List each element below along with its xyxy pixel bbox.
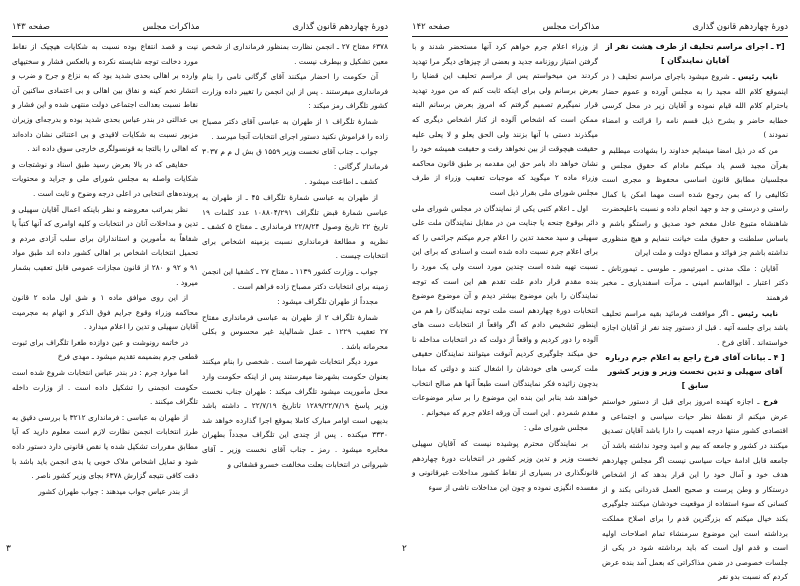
- header-page-number: صفحه ۱۴۲: [412, 22, 450, 32]
- paragraph: از وزراء اعلام جرم خواهم کرد آنها مستحضر شدند و با گرفتن امتیاز روزنامه جدید و بعضی از چیزهای دیگر مرا تهدید کردند من میخواستم پس از مراسم تحلیف این قضایا را بعرض برسانم ولی برای اینکه ثابت کنم که من مورد تهدید قرار نمیگیرم تصمیم گرفتم که امروز بعرض برسانم البته ممکن است که اشخاص آلوده از کنار اشخاص دیگری که میگذرند دستی با آنها بزنند ولی الحق یعلو و لا یعلی علیه حقیقت هیچوقت از بین نخواهد رفت و حقیقت همیشه خود را نشان خواهد داد بامر حق این مقدمه بر طبق قانون محاکمه وزراء ماده ۲ میگوید که موجبات تعقیب وزراء از طرف مجلس شورای ملی بقرار ذیل است: [412, 42, 598, 197]
- column-2: [12, 40, 198, 500]
- header-series: دورهٔ چهاردهم قانون گذاری: [692, 22, 788, 32]
- column-2: [412, 40, 598, 496]
- footer-page-number: ۳: [6, 544, 11, 554]
- paragraph: از طهران به عباسی شمارهٔ تلگراف ۴۵ ـ از طهران به عباسی شمارهٔ قبض تلگراف ۱۰۸۸۰۴/۲۹۱ عدد کلمات ۱۹ تاریخ ۲۲ تاریخ وصول ۲۲/۸/۲۴ فرمانداری ـ مفتاح ۵ کشف ـ نظریه و مطالعهٔ فرمانداری نسبت بزمینه اشخاص برای انتخابات چیست .: [202, 192, 388, 261]
- speaker-name: نایب رئیس: [738, 72, 779, 81]
- paragraph: ۶۳۷۸ مفتاح ۲۷ ـ انجمن نظارت بمنظور فرمانداری از شخص معین تشکیل و بیطرف نیست .: [202, 42, 388, 66]
- paragraph: [602, 307, 788, 351]
- column-1: [602, 40, 788, 586]
- paragraph: آقایان : ملک مدنی ـ امیرتیمور ـ طوسی ـ تیمورتاش ـ دکتر اعتبار ـ ابوالقاسم امینی ـ مرآت اسفندیاری ـ مخبر فرهمند: [602, 263, 788, 302]
- paragraph: از بندر عباس جواب میدهند : جواب طهران کشور: [38, 486, 188, 496]
- page-142: [400, 0, 800, 582]
- page-header: [12, 18, 388, 32]
- paragraph: اما موارد جرم : در بندر عباس انتخابات شروع شده است حکومت انجمنی را تشکیل داده است . از وزارت داخله تلگراف میکنند .: [12, 368, 198, 407]
- paragraph: نیت و قصد انتفاع بوده نسبت به شکایات هیچیک از نقاط مورد دخالت توجه شایسته نکرده و بالعکس فشار و سختیهای وارده بر اهالی بحدی شدید بود که به نزاع و جرح و ضرب و انتشار تخم کینه و نفاق بین اهالی و بی اعتمادی ساکنین آن نقاط نسبت بعدالت اجتماعی دولت منتهی شده و این فشار و بی عدالتی در بندر عباس بحدی شدید بوده و بدرجه‌ای وزیران مزبور نسبت به شکایات لاقیدی و بی اعتنائی نشان داده‌اند که اهالی را بالتجا به قونسولگری خارجی سوق داده اند .: [12, 42, 198, 154]
- paragraph: کشف ـ اطاعت میشود .: [304, 177, 378, 187]
- paragraph: جواب ـ وزارت کشور ۱۱۳۹ ـ مفتاح ۲۷ ـ کشفیا این انجمن زمینه برای انتخابات دکتر مصباح زاده فراهم است .: [202, 266, 388, 291]
- footer-page-number: ۲: [402, 544, 407, 554]
- paragraph: مورد دیگر انتخابات شهرضا است . شخصی را بنام میکنند بعنوان حکومت بشهرضا میفرستند پس از اینکه حکومت وارد محل مأموریت میشود تلگراف میکند : طهران جناب نخست وزیر پاسخ ۱۲۸۹/۲۲/۷/۱۹ تاتاریخ ۲۲/۷/۱۹ ـ داشته باشد بدیهی است اوامر مبارک کاملا بموقع اجرا گذارده خواهد شد ۳۳۳۰ میکنده . پس از چندی این تلگراف مجدداً بطهران مخابره میشود . رمز ـ جناب آقای نخست وزیر ـ آقای شیروانی در انتخابات بعلت مخالفت خسرو قشقائی و: [202, 357, 389, 469]
- paragraph: [602, 70, 788, 143]
- paragraph: حقایقی که در بالا بعرض رسید طبق اسناد و نوشتجات و شکایات واصله به مجلس شورای ملی و جراید و محتویات پرونده‌های انتخابی در اعلی درجه وضوح و ثابت است .: [12, 159, 198, 198]
- speaker-name: نایب رئیس: [737, 308, 779, 318]
- speech-text: ـ اجازه کهنده امروز برای قبل از دستور خواستم عرض میکنم از نقطهٔ نظر حیات سیاسی و اجتماعی و اقتصادی کشور منتها درجه اهمیت را دارا باشد آقایان تصدیق میکنند در کشور و جامعه که بیم و امید وجود نداشته باشد آن جامعه قابل ادامهٔ حیات سیاسی نیست اگر مجلس چهاردهم هدف خود و آمال خود را این قرار بدهد که از اشخاص درستکار و وطن پرست و صحیح العمل قدردانی بکند و از کسانی که سوء استفاده از موقعیت خودشان میکنند جلوگیری بکند خیال میکنم که بزرگترین قدم را برای اصلاح مملکت برداشته است این موضوع سرمنشاء تمام اصلاحات اولیه است و قدم اول است که باید برداشته شود در یکی از جلسات خصوصی در ضمن مذاکراتی که بعمل آمد بنده عرض کردم که نسبت بدو نفر: [602, 397, 788, 582]
- speaker-name: فرخ: [763, 397, 778, 407]
- paragraph: از طهران به عباسی : فرمانداری ۳۲۱۲ با بررسی دقیق به طرز انتخابات انجمن نظارت لازم است معلوم دارید که آیا مطابق مقررات تشکیل شده یا نقص قانونی دارد دستور داده شود و تمایل اشخاص ملاک خوبی یا بدی انجمن باید باشد با دقت کافی نتیجه گزارش ۶۳۷۸ بجای وزیر کشور ناصر .: [12, 412, 198, 481]
- speech-text: ـ شروع میشود باجرای مراسم تحلیف ( در اینموقع کلام الله مجید را به مجلس آورده و عموم حضار باحترام کلام الله قیام نموده و آقایان زیر در محل کرسی خطابه حاضر و بشرح ذیل قسم نامه را قرائت و امضاء نمودند ): [602, 72, 788, 140]
- paragraph: جواب ـ جناب آقای نخست وزیر ۱۵۵۹ ق بش ل م م ۳۰۳۷ فرماندار گرگانی :: [202, 147, 388, 171]
- header-rule: [412, 36, 788, 37]
- paragraph: مجدداً از طهران تلگراف میشود :: [277, 297, 378, 307]
- paragraph: نظر بمراتب معروضه و نظر باینکه اعمال آقایان سهیلی و تدین و مداخلات آنان در انتخابات و کلیه اوامری که آنها کتباً یا شفاهاً به مأمورین و استانداران برای سلب آزادی مردم و تحمیل انتخابات اشخاص بر اهالی کشور داده اند طبق مواد ۹۱ و ۹۲ و ۲۸۰ از قانون مجازات عمومی قابل تعقیب بشمار میرود .: [12, 204, 198, 287]
- speech-text: ـ اگر موافقت فرمائید بقیه مراسم تحلیف باشد برای جلسه آتیه . قبل از دستور چند نفر از آقایان اجازه خواسته‌اند . آقای فرخ .: [602, 308, 788, 347]
- paragraph: اول ـ اعلام کتبی یکی از نمایندگان در مجلس شورای ملی دائر بوقوع جنحه یا جنایت من در مقابل نمایندگان ملت علی سهیلی و سید محمد تدین را اعلام جرم میکنم جرائمی را که برای اعلام جرم نسبت داده شده است و اسنادی که برای این نسبت تهیه شده است چندین مورد است ولی یک مورد را بنده مقدم قرار دادم علت تقدم هم این است که توجه نمایندگان را باین موضوع بیشتر دیدم و آن موضوع موضوع انتخابات دورهٔ چهاردهم است ملت توجه نمایندگان را هم من اینطور تشخیص دادم که اگر واقعاً از انتخابات دست های آلوده را دور کردیم و واقعاً از دولت که در انتخابات مداخله نا حق میکند جلوگیری کردیم آنوقت میتوانند نمایندگان حقیقی ملت کرسی های خودشان را اشغال کنند و دولتی که مبادا بدچون زائیده فکر نمایندگان است طبعاً آنها هم صالح انتخاب خواهند شد بنابر این بنده این موضوع را بر سایر موضوعات مقدم شمردم . این است آن ورقه اعلام جرم که میخوانم .: [412, 203, 598, 417]
- paragraph: [602, 395, 788, 585]
- header-page-number: صفحه ۱۴۳: [12, 22, 50, 32]
- paragraph: شمارهٔ تلگراف ۱ از طهران به عباسی آقای دکتر مصباح زاده را فراموش نکنید دستور اجرای انتخابات آنجا میرسد .: [202, 116, 388, 141]
- section-heading: [ ۴ ـ بیانات آقای فرخ راجع به اعلام جرم درباره آقای سهیلی و تدین نخست وزیر و وزیر کشور سابق ]: [605, 353, 785, 391]
- paragraph: آن حکومت را احضار میکنند آقای گرگانی نامی را بنام فرمانداری میفرستند . پس از این انجمن را تغییر داده وزارت کشور تلگراف رمز میکند :: [202, 72, 388, 111]
- page-header: [412, 18, 788, 32]
- column-1: [202, 40, 388, 473]
- paragraph: از این روی موافق ماده ۱ و شق اول ماده ۲ قانون محاکمه وزراء وقوع جرایم فوق الذکر و اتهام به مجرمیت آقایان سهیلی و تدین را اعلام میدارد .: [12, 293, 198, 332]
- header-rule: [12, 36, 388, 37]
- paragraph: بر نمایندگان محترم پوشیده نیست که آقایان سهیلی نخست وزیر و تدین وزیر کشور در انتخابات دورهٔ چهاردهم قانونگذاری در بسیاری از نقاط کشور مداخلات غیرقانونی و مفسده انگیزی نموده و چون این مداخلات ناشی از سوء: [412, 439, 598, 492]
- paragraph: مجلس شورای ملی :: [523, 423, 588, 433]
- paragraph: شمارهٔ تلگراف ۲ از طهران به عباسی فرمانداری مفتاح ۲۷ تعقیب ۱۲۲۹ ـ عمل شمالیاید غیر محسوس و بکلی محرمانه باشد .: [202, 312, 388, 351]
- page-143: [0, 0, 400, 564]
- header-series: دورهٔ چهاردهم قانون گذاری: [292, 22, 388, 32]
- paragraph: من که در ذیل امضا مینمایم خداوند را بشهادت میطلبم و بقرآن مجید قسم یاد میکنم مادام که حقوق مجلس و مجلسیان مطابق قانون اساسی محفوظ و مجری است تکالیفی را که بمن رجوع شده است مهما امکن با کمال راستی و درستی و جد و جهد انجام داده و نسبت باعلیحضرت شاهنشاه متبوع عادل مفخم خود صدیق و راستگو باشم و باساس سلطنت و حقوق ملت خیانت ننمایم و هیچ منظوری نداشته باشم جز فوائد و مصالح دولت و ملت ایران: [602, 145, 788, 258]
- section-heading: [۳ ـ اجرای مراسم تحلیف از طرف هشت نفر از آقایان نمایندگان ]: [605, 42, 785, 65]
- paragraph: در خاتمه رونوشت و عین دوازده طغرا تلگراف برای ثبوت قطعی جرم بضمیمه تقدیم میشود ـ مهدی فرخ: [12, 337, 198, 362]
- header-title: مذاکرات مجلس: [142, 22, 200, 32]
- header-title: مذاکرات مجلس: [542, 22, 600, 32]
